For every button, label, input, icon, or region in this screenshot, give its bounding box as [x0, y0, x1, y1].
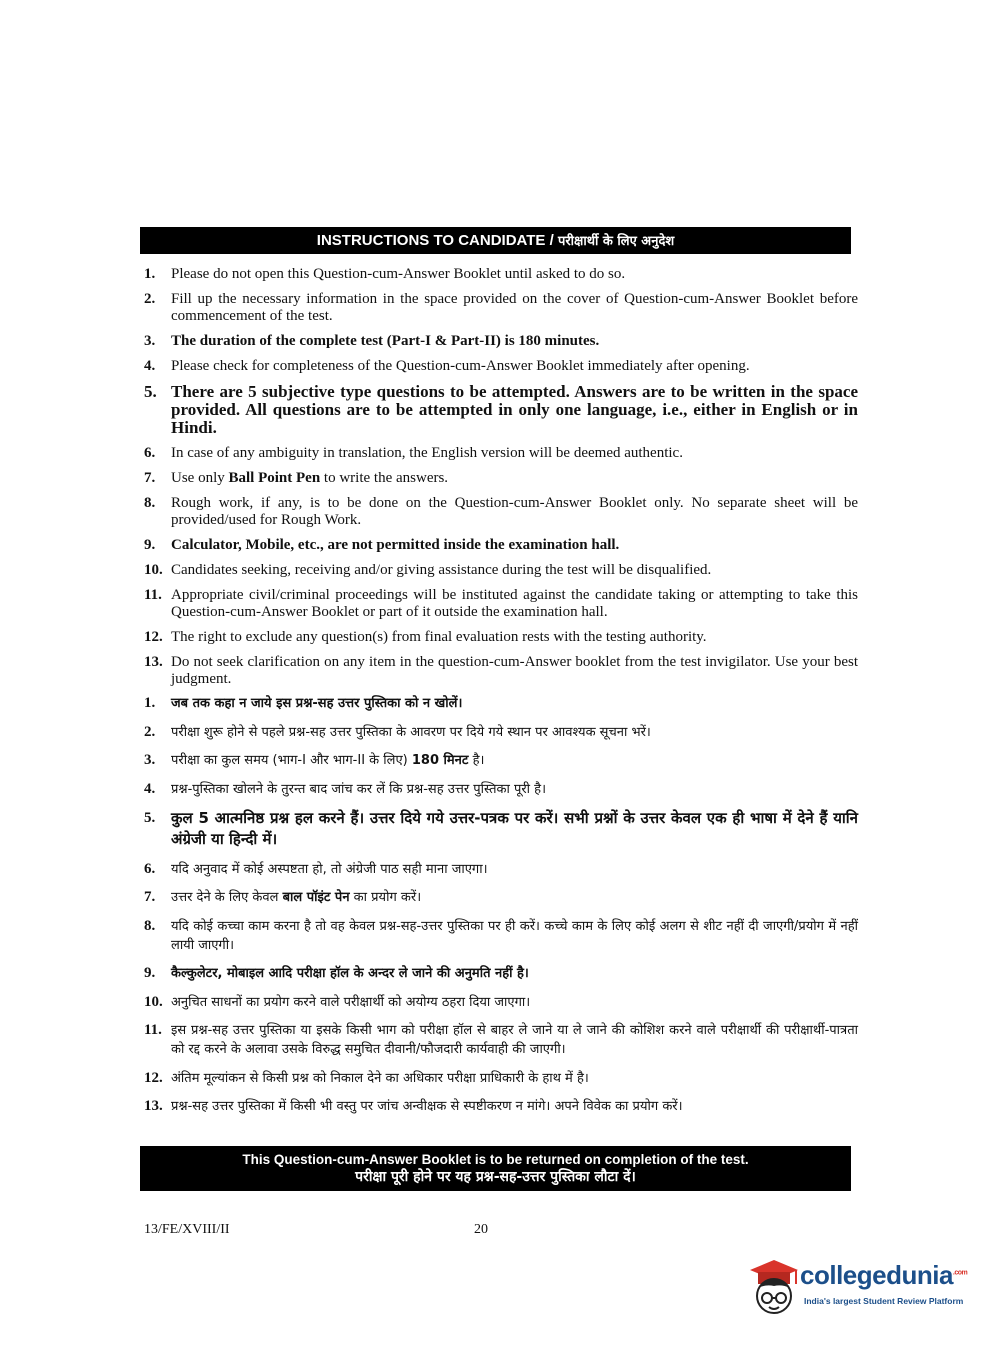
item-text: यदि कोई कच्चा काम करना है तो वह केवल प्रश्न-सह-उत्तर पुस्तिका पर ही करें। कच्चे काम के लिए कोई अलग से शीट नहीं दी जाएगी/प्रयोग में नहीं लायी जाएगी।	[171, 918, 858, 953]
item-number: 1.	[144, 266, 156, 282]
item-text: Calculator, Mobile, etc., are not permitted inside the examination hall.	[171, 537, 620, 553]
item-text-pre: उत्तर देने के लिए केवल	[171, 890, 283, 905]
instruction-item	[144, 358, 858, 375]
header-title-en: INSTRUCTIONS TO CANDIDATE	[316, 232, 546, 249]
item-text: यदि अनुवाद में कोई अस्पष्टता हो, तो अंग्रेजी पाठ सही माना जाएगा।	[171, 861, 488, 877]
item-number: 13.	[144, 654, 163, 670]
instruction-item	[144, 888, 858, 907]
item-text-bold: 180 मिनट	[411, 753, 469, 768]
item-number: 8.	[144, 917, 156, 934]
item-number: 2.	[144, 291, 156, 307]
item-text: Rough work, if any, is to be done on the Question-cum-Answer Booklet only. No separate sheet will be provided/used for Rough Work.	[171, 495, 858, 528]
instruction-item	[144, 1021, 858, 1059]
instruction-item	[144, 917, 858, 955]
instruction-item	[144, 723, 858, 742]
instruction-item	[144, 537, 858, 554]
item-text: अनुचित साधनों का प्रयोग करने वाले परीक्षार्थी को अयोग्य ठहरा दिया जाएगा।	[171, 994, 531, 1010]
logo-tm: .com	[952, 1269, 968, 1277]
item-number: 1.	[144, 695, 156, 711]
item-number: 11.	[144, 587, 162, 603]
item-text	[171, 470, 858, 487]
instruction-item	[144, 654, 858, 688]
item-text-bold: Ball Point Pen	[228, 470, 321, 486]
instruction-item	[144, 562, 858, 579]
instruction-item	[144, 1069, 858, 1088]
page-number: 20	[474, 1222, 488, 1237]
item-number: 13.	[144, 1098, 163, 1114]
hindi-instructions-list	[144, 694, 858, 1126]
item-number: 6.	[144, 860, 156, 877]
item-text-post: to write the answers.	[320, 470, 449, 486]
student-mascot-icon	[744, 1254, 800, 1320]
instruction-item	[144, 445, 858, 462]
item-text: Appropriate civil/criminal proceedings will be instituted against the candidate taking or attempting to take this Question-cum-Answer Booklet or part of it outside the examination hall.	[171, 587, 858, 620]
instruction-item	[144, 383, 858, 437]
instruction-item	[144, 1097, 858, 1116]
item-text: परीक्षा शुरू होने से पहले प्रश्न-सह उत्तर पुस्तिका के आवरण पर दिये गये स्थान पर आवश्यक सूचना भरें।	[171, 724, 651, 740]
instruction-item	[144, 333, 858, 350]
instruction-item	[144, 751, 858, 770]
item-text: अंतिम मूल्यांकन से किसी प्रश्न को निकाल देने का अधिकार परीक्षा प्राधिकारी के हाथ में है।	[171, 1070, 589, 1086]
item-text: जब तक कहा न जाये इस प्रश्न-सह उत्तर पुस्तिका को न खोलें।	[171, 696, 463, 711]
item-text	[171, 751, 858, 770]
item-number: 6.	[144, 445, 156, 461]
item-text: The right to exclude any question(s) from final evaluation rests with the testing authority.	[171, 629, 707, 645]
instruction-item	[144, 291, 858, 325]
item-number: 12.	[144, 1069, 163, 1086]
item-number: 3.	[144, 333, 156, 349]
booklet-code: 13/FE/XVIII/II	[144, 1222, 230, 1237]
footer-line-en: This Question-cum-Answer Booklet is to be returned on completion of the test.	[242, 1152, 749, 1167]
item-text: Please check for completeness of the Question-cum-Answer Booklet immediately after opening.	[171, 358, 750, 374]
instruction-item	[144, 587, 858, 621]
header-separator: /	[545, 232, 558, 249]
item-number: 5.	[144, 810, 156, 826]
logo-name: collegedunia	[800, 1260, 953, 1290]
item-number: 9.	[144, 537, 156, 553]
item-number: 2.	[144, 723, 156, 740]
item-text: The duration of the complete test (Part-I & Part-II) is 180 minutes.	[171, 333, 600, 349]
item-number: 9.	[144, 965, 156, 981]
logo-wordmark	[800, 1260, 967, 1291]
item-text-pre: Use only	[171, 470, 229, 486]
item-number: 5.	[144, 382, 157, 401]
item-number: 8.	[144, 495, 156, 511]
item-number: 3.	[144, 752, 156, 768]
item-text: Please do not open this Question-cum-Answer Booklet until asked to do so.	[171, 266, 626, 282]
item-number: 4.	[144, 780, 156, 797]
instruction-item	[144, 780, 858, 799]
item-text-pre: परीक्षा का कुल समय (भाग-I और भाग-II के लिए)	[171, 753, 412, 768]
item-text: There are 5 subjective type questions to be attempted. Answers are to be written in the space provided. All questions are to be attempted in only one language, i.e., either in English or in Hindi.	[171, 382, 858, 437]
return-booklet-footer-bar	[140, 1146, 851, 1191]
instruction-item	[144, 629, 858, 646]
instruction-item	[144, 495, 858, 529]
footer-line-hi: परीक्षा पूरी होने पर यह प्रश्न-सह-उत्तर पुस्तिका लौटा दें।	[355, 1169, 636, 1185]
item-text: Do not seek clarification on any item in the question-cum-Answer booklet from the test invigilator. Use your best judgment.	[171, 654, 858, 687]
item-number: 7.	[144, 470, 156, 486]
instruction-item	[144, 993, 858, 1012]
instructions-header-bar	[140, 227, 851, 254]
instruction-item	[144, 694, 858, 713]
item-text: इस प्रश्न-सह उत्तर पुस्तिका या इसके किसी भाग को परीक्षा हॉल से बाहर ले जाने या ले जाने की कोशिश करने वाले परीक्षार्थी की परीक्षार्थी-पात्रता को रद्द करने के अलावा उसके विरुद्ध समुचित दीवानी/फौजदारी कार्यवाही की जाएगी।	[171, 1023, 858, 1057]
item-text: In case of any ambiguity in translation, the English version will be deemed authentic.	[171, 445, 683, 461]
item-text: Fill up the necessary information in the space provided on the cover of Question-cum-Answer Booklet before commencement of the test.	[171, 291, 858, 324]
item-number: 7.	[144, 889, 156, 905]
header-title-hi: परीक्षार्थी के लिए अनुदेश	[557, 234, 675, 249]
instruction-item	[144, 266, 858, 283]
item-number: 12.	[144, 629, 163, 645]
instruction-item	[144, 964, 858, 983]
item-text-bold: बाल पॉइंट पेन	[282, 890, 350, 905]
item-text: Candidates seeking, receiving and/or giving assistance during the test will be disqualified.	[171, 562, 712, 578]
item-text: प्रश्न-पुस्तिका खोलने के तुरन्त बाद जांच कर लें कि प्रश्न-सह उत्तर पुस्तिका पूरी है।	[171, 781, 547, 797]
instruction-item	[144, 808, 858, 850]
item-text: प्रश्न-सह उत्तर पुस्तिका में किसी भी वस्तु पर जांच अन्वीक्षक से स्पष्टीकरण न मांगे। अपने विवेक का प्रयोग करें।	[171, 1099, 683, 1114]
item-text: कुल 5 आत्मनिष्ठ प्रश्न हल करने हैं। उत्तर दिये गये उत्तर-पत्रक पर करें। सभी प्रश्नों के उत्तर केवल एक ही भाषा में देने हैं यानि अंग्रेजी या हिन्दी में।	[171, 809, 858, 848]
instruction-item	[144, 860, 858, 879]
item-text: कैल्कुलेटर, मोबाइल आदि परीक्षा हॉल के अन्दर ले जाने की अनुमति नहीं है।	[171, 966, 529, 981]
item-number: 10.	[144, 993, 163, 1010]
item-number: 11.	[144, 1022, 162, 1038]
logo-tagline: India's largest Student Review Platform	[804, 1296, 964, 1306]
item-text-post: का प्रयोग करें।	[349, 890, 422, 905]
item-text	[171, 888, 858, 907]
item-number: 10.	[144, 562, 163, 578]
item-text-post: है।	[468, 753, 485, 768]
instruction-item	[144, 470, 858, 487]
english-instructions-list	[144, 266, 858, 696]
collegedunia-logo[interactable]	[744, 1250, 974, 1320]
item-number: 4.	[144, 358, 156, 374]
